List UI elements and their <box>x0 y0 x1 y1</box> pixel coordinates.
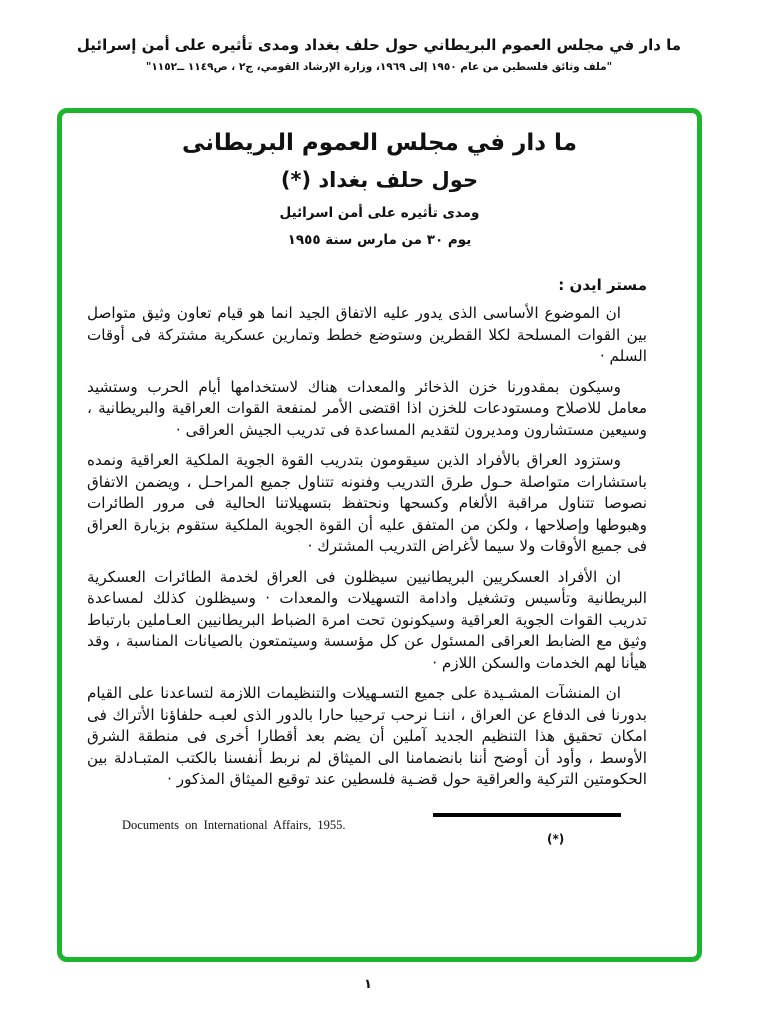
page-number: ١ <box>364 977 372 992</box>
document-date: يوم ٣٠ من مارس سنة ١٩٥٥ <box>287 231 472 248</box>
speaker-label: مستر ايدن : <box>558 276 647 294</box>
document-subtitle: ومدى تأثيره على أمن اسرائيل <box>279 204 480 221</box>
header-source-line: "ملف وثائق فلسطين من عام ١٩٥٠ إلى ١٩٦٩، وزارة الإرشاد القومي، ج٢ ، ص١١٤٩ ــ١١٥٢" <box>145 61 613 73</box>
document-title-line2: حول حلف بغداد (*) <box>280 167 479 192</box>
paragraph-1: ان الموضوع الأساسى الذى يدور عليه الاتفاق الجيد انما هو قيام تعاون وثيق متواصل بين القوات المسلحة لكلا القطرين وستوضع خطط وتمارين عسكرية مشتركة فى أوقات السلم · <box>87 304 647 365</box>
paragraph-5: ان المنشآت المشـيدة على جميع التسـهيلات والتنظيمات اللازمة لتساعدنا على القيام بدورنا فى الدفاع عن العراق ، اننـا نرحب ترحيبا حارا بالدور الذى لعبـه حلفاؤنا الأتراك فى امكان تحقيق هذا التنظيم الجديد آملين أن يضم بعد أقطارا أخرى فى منطقة الشرق الأوسط ، وأود أن أوضح أننا بانضمامنا الى الميثاق لم نربط أنفسنا بالكتب المتبـادلة بين الحكومتين التركية والعراقية حول قضـية فلسطين عند توقيع الميثاق المذكور · <box>87 684 647 788</box>
paragraph-3: وستزود العراق بالأفراد الذين سيقومون بتدريب القوة الجوية الملكية العراقية ونمده باستشارات متواصلة حـول طرق التدريب وفنونه تتناول جميع المراحـل ، ويضمن الاتفاق نصوصا تتناول مراقبة الألغام وكسحها ونحتفظ بتسهيلاتنا الحالية فى مرور الطائرات وهبوطها وإصلاحها ، ولكن من المتفق عليه أن القوة الجوية الملكية ستقوم بزيارة العراق فى جميع الأوقات ولا سيما لأغراض التدريب المشترك · <box>87 451 647 555</box>
document-title-block <box>62 129 697 248</box>
page-header <box>0 36 758 73</box>
header-title-line: ما دار في مجلس العموم البريطاني حول حلف بغداد ومدى تأثيره على أمن إسرائيل <box>76 36 682 54</box>
paragraph-2: وسيكون بمقدورنا خزن الذخائر والمعدات هناك لاستخدامها أيام الحرب وستشيد معامل للاصلاح ومستودعات للخزن اذا اقتضى الأمر لمنفعة القوات العراقية والبريطانية ، وسيعين مستشارون ومديرون لتقديم المساعدة فى تدريب الجيش العراقى · <box>87 377 647 439</box>
footnote-divider-rule <box>433 813 621 817</box>
document-body <box>87 303 647 800</box>
green-frame <box>57 108 702 962</box>
footnote-asterisk-marker: (*) <box>547 832 565 846</box>
footnote-reference: Documents on International Affairs, 1955. <box>122 818 346 832</box>
document-title-line1: ما دار في مجلس العموم البريطانى <box>182 130 577 156</box>
paragraph-4: ان الأفراد العسكريين البريطانيين سيظلون فى العراق لخدمة الطائرات العسكرية البريطانية وتأسيس وتشغيل وادامة التسهيلات والمعدات · وسيظلون كذلك لمساعدة تدريب القوات الجوية العراقية وسيكونون تحت امرة الضباط البريطانيين العـاملين بارتباط وثيق مع الضابط العراقى المسئول عن كل مؤسسة وسيتمتعون بالصيانات المناسبة ، وقد هيأنا لهم الخدمات والسكن اللازم · <box>87 567 647 672</box>
